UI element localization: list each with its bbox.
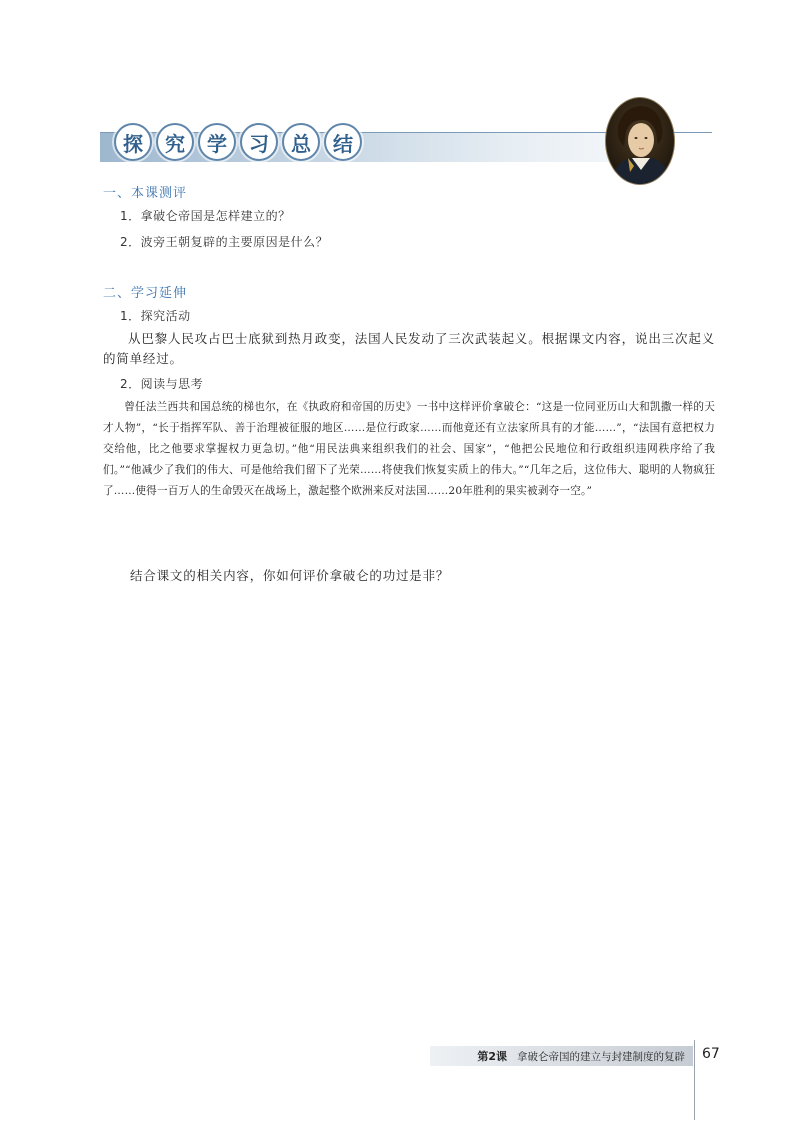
banner-char: 探 [114, 123, 152, 161]
portrait-image [604, 96, 676, 186]
footer-lesson-title: 拿破仑帝国的建立与封建制度的复辟 [517, 1050, 685, 1063]
footer-lesson-number: 第2课 [477, 1050, 507, 1063]
activity-text: 从巴黎人民攻占巴士底狱到热月政变，法国人民发动了三次武装起义。根据课文内容，说出三次起义的简单经过。 [103, 331, 715, 366]
page-number: 67 [702, 1046, 720, 1062]
banner-char: 总 [282, 123, 320, 161]
footer-divider [694, 1040, 695, 1120]
banner-char: 究 [156, 123, 194, 161]
activity-label: 1．探究活动 [120, 309, 191, 323]
closing-question: 结合课文的相关内容，你如何评价拿破仑的功过是非？ [130, 568, 450, 583]
banner-char: 学 [198, 123, 236, 161]
question-item: 1．拿破仑帝国是怎样建立的？ [120, 209, 291, 223]
section-heading-review: 一、本课测评 [103, 186, 188, 201]
footer-lesson-band [430, 1046, 693, 1066]
banner-char: 习 [240, 123, 278, 161]
reading-quote: 曾任法兰西共和国总统的梯也尔，在《执政府和帝国的历史》一书中这样评价拿破仑：“这是一位同亚历山大和凯撒一样的天才人物”，“长于指挥军队、善于治理被征服的地区……是位行政家……而他竟还有立法家所具有的才能……”，“法国有意把权力交给他，比之他要求掌握权力更急切。”他“用民法典来组织我们的社会、国家”，“他把公民地位和行政组织违网秩序给了我们。”“他减少了我们的伟大、可是他给我们留下了光荣……将使我们恢复实质上的伟大。”“几年之后，这位伟大、聪明的人物疯狂了……使得一百万人的生命毁灭在战场上，激起整个欧洲来反对法国……20年胜利的果实被剥夺一空。” [103, 401, 715, 497]
banner-char: 结 [324, 123, 362, 161]
question-item: 2．波旁王朝复辟的主要原因是什么？ [120, 235, 329, 249]
banner-title [114, 122, 362, 162]
reading-label: 2．阅读与思考 [120, 377, 204, 391]
section-heading-extension: 二、学习延伸 [103, 286, 188, 301]
